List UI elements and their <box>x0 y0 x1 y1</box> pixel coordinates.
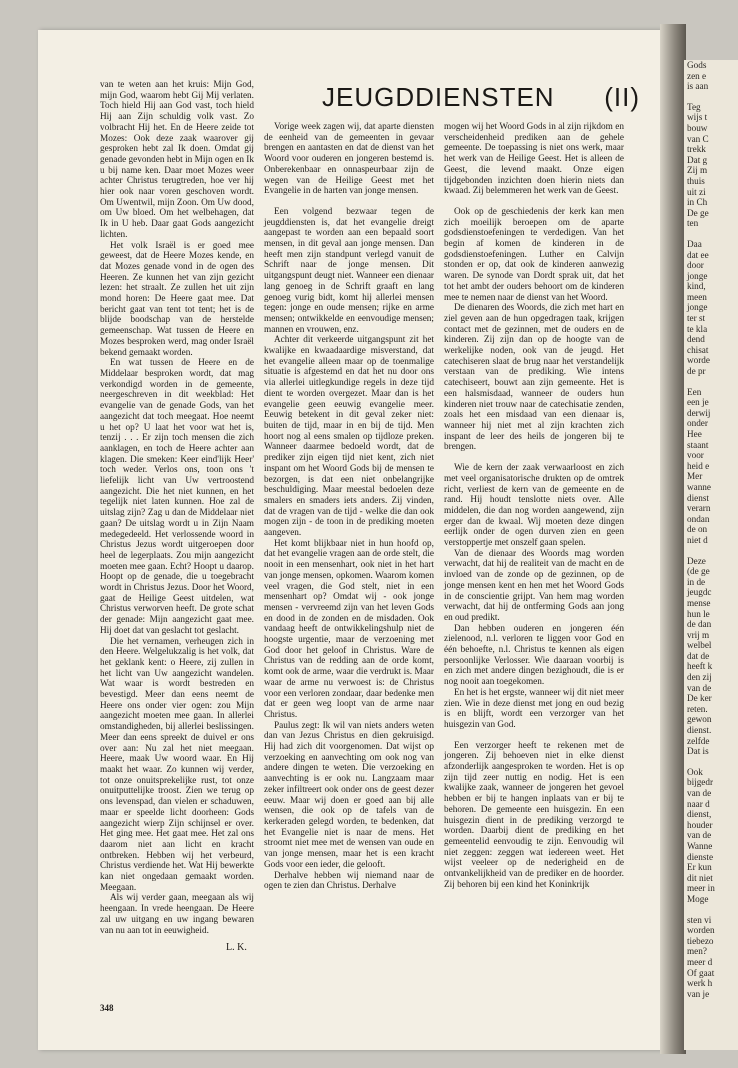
paragraph: Van de dienaar des Woords mag worden verwacht, dat hij de realiteit van de macht en de invloed van de zonde op de gezinnen, op de jonge mensen kent en hen met het Woord Gods in de conscientie grijpt. Van hem mag worden verwacht, dat hij de ontferming Gods aan jong en oud predikt. <box>444 548 624 623</box>
adjacent-line-fragment: worden <box>687 925 715 936</box>
adjacent-line-fragment: heeft k <box>687 661 713 672</box>
adjacent-line-fragment: werk h <box>687 978 713 989</box>
line-gap <box>684 546 738 556</box>
title-text: JEUGDDIENSTEN <box>322 82 555 112</box>
paragraph: En wat tussen de Heere en de Middelaar besproken wordt, dat mag verkondigd worden in de gemeente, neergeschreven in dit weekblad: Het evangelie van de genade Gods, van het aangezicht dat toch meegaat. Hoe neemt u het op? U laat het voor wat het is, tenzij . . . Er zijn toch mensen die zich aanklagen, en toch de Heere achter aan klagen. Die smeken: Keer eind'lijk Heer' toch weder. Verlos ons, toon ons 't liefelijk licht van Uw vertroostend aangezicht. Die het niet kunnen, en het tegelijk niet laten kunnen. Hoe zal de uitslag zijn? Zag u dan de Middelaar niet gaan? De uitslag wordt u in Zijn Naam medegedeeld. Het verlossende woord in Christus Jezus wordt uitgeroepen door heel de legerplaats. Zou mijn aangezicht moeten mee gaan. Echt? Hoopt u daarop. Hoopt op de genade, die u toegebracht wordt in Christus Jezus. Door het Woord, gaat de Heilige Geest uitdelen, wat Christus verworven heeft. De grote schat der genade: Mijn aangezicht gaat mee. Hij doet dat van geslacht tot geslacht. <box>100 358 254 636</box>
adjacent-line-fragment: Wanne <box>687 840 713 851</box>
adjacent-line-fragment: thuis <box>687 175 705 186</box>
adjacent-line-fragment: Teg <box>687 101 701 112</box>
adjacent-line-fragment: bouw <box>687 122 708 133</box>
author-signature: L. K. <box>226 942 247 953</box>
adjacent-line-fragment: van de <box>687 682 712 693</box>
line-gap <box>684 92 738 102</box>
adjacent-line-fragment: van de <box>687 830 712 841</box>
adjacent-line-fragment: in Ch <box>687 197 708 208</box>
paragraph: mogen wij het Woord Gods in al zijn rijkdom en verscheidenheid prediken aan de gehele gemeente. De toepassing is niet ons werk, maar het werk van de Heilige Geest. Het is alleen de Geest, die levend maakt. Onze eigen tijdgebonden inzichten doen hierin niets dan kwaad. Zij belemmeren het werk van de Geest. <box>444 122 624 197</box>
adjacent-line-fragment: niet d <box>687 534 708 545</box>
adjacent-line-fragment: ter st <box>687 313 706 324</box>
line-gap <box>684 905 738 915</box>
adjacent-line-fragment: den zij <box>687 672 712 683</box>
line-gap <box>684 229 738 239</box>
adjacent-line-fragment: bijgedr <box>687 777 714 788</box>
adjacent-line-fragment: trekk <box>687 144 706 155</box>
adjacent-line-fragment: van de <box>687 788 712 798</box>
paragraph: Vorige week zagen wij, dat aparte diensten de eenheid van de gemeenten in gevaar brengen en aantasten en dat de dienst van het Woord voor ouderen en jongeren bestemd is. Onberekenbaar en onnaspeurbaar zijn de wegen van de Heilige Geest met het Evangelie in de harten van jonge mensen. <box>264 122 434 197</box>
adjacent-line-fragment: verarn <box>687 503 711 514</box>
adjacent-line-fragment: dit niet <box>687 872 713 883</box>
adjacent-line-fragment: Een <box>687 386 702 397</box>
adjacent-line-fragment: jonge <box>687 302 708 313</box>
adjacent-line-fragment: tiebezo <box>687 935 714 946</box>
paragraph: Achter dit verkeerde uitgangspunt zit het kwalijke en kwaadaardige misverstand, dat het evangelie alleen maar op de toenmalige situatie is afgestemd en dat het nu door ons via allerlei uitlegkundige regels in deze tijd dient te worden overgezet. Maar dan is het evangelie geen eeuwig evangelie meer. Eeuwig betekent in dit geval zeker niet: buiten de tijd, maar in en bij de tijd. Men hoort nog al eens smalen op tijdloze preken. Wanneer daarmee bedoeld wordt, dat de prediker zijn eigen tijd niet kent, zich niet inspant om het Woord Gods bij de mensen te bezorgen, is dat een niet onbelangrijke beschuldiging. Maar meestal bedoelen deze smalers en smaders iets anders. Zij vinden, dat de vragen van de tijd - welke die dan ook mogen zijn - de toon in de prediking moeten aangeven. <box>264 335 434 539</box>
adjacent-line-fragment: reten. <box>687 703 708 714</box>
column-middle <box>264 122 434 892</box>
adjacent-line-fragment: naar d <box>687 798 710 809</box>
paragraph: Paulus zegt: Ik wil van niets anders weten dan van Jezus Christus en dien gekruisigd. Hij had zich dit voorgenomen. Dat wijst op verzoeking en aanvechting om ook nog van andere dingen te weten. Die verzoeking en aanvechting is er ook nu. Langzaam maar zeker infiltreert ook onder ons de geest dezer eeuw. Maar wij doen er goed aan bij alle wensen, die ook op de tafels van de kerkeraden gelegd worden, te bedenken, dat het Evangelie niet is naar de mens. Het stroomt niet mee met de wensen van oude en van jonge mensen, maar het is een kracht Gods voor een ieder, die gelooft. <box>264 720 434 870</box>
adjacent-page-fragment <box>684 60 738 1050</box>
adjacent-line-fragment: ten <box>687 218 699 229</box>
paragraph: Dan hebben ouderen en jongeren één zielenood, n.l. verloren te liggen voor God en één behoefte, n.l. Christus te kennen als eigen persoonlijke Verlosser. Wie daaraan voorbij is en zich met andere dingen bezighoudt, die is er nog nooit aan toegekomen. <box>444 623 624 688</box>
title-number: (II) <box>604 82 640 112</box>
adjacent-line-fragment: meer in <box>687 883 715 894</box>
adjacent-line-fragment: mense <box>687 597 711 608</box>
adjacent-line-fragment: men? <box>687 946 707 957</box>
adjacent-line-fragment: hun le <box>687 608 710 619</box>
adjacent-line-fragment: De ge <box>687 207 709 218</box>
adjacent-line-fragment: vrij m <box>687 629 710 640</box>
adjacent-line-fragment: van je <box>687 988 710 999</box>
adjacent-line-fragment: zen e <box>687 70 707 81</box>
adjacent-line-fragment: Hee <box>687 429 702 439</box>
article-title <box>322 82 640 116</box>
adjacent-line-fragment: de on <box>687 524 708 535</box>
book-gutter <box>660 24 686 1054</box>
paragraph: En het is het ergste, wanneer wij dit niet meer zien. Wie in deze dienst met jong en oud bezig is en blijft, wordt een verzorger van het huisgezin van God. <box>444 687 624 730</box>
adjacent-line-fragment: dend <box>687 334 705 345</box>
adjacent-line-fragment: jeugdc <box>687 587 712 598</box>
adjacent-line-fragment: gewon <box>687 714 712 725</box>
adjacent-line-fragment: Moge <box>687 893 709 904</box>
adjacent-line-fragment: Gods <box>687 60 707 70</box>
adjacent-line-fragment: chisat <box>687 344 709 355</box>
paragraph: Ook op de geschiedenis der kerk kan men zich moeilijk beroepen om de aparte godsdienstoefeningen te verdedigen. Van het begin af komen de kinderen in de godsdienstoefeningen. Luther en Calvijn stonden er op, dat ook de kinderen aanwezig waren. De synode van Dordt sprak uit, dat het tot het ambt der ouders behoort om de kinderen mee te nemen naar de dienst van het Woord. <box>444 206 624 303</box>
paragraph: Een verzorger heeft te rekenen met de jongeren. Zij behoeven niet in elke dienst afzonderlijk aangesproken te worden. Het is op zijn tijd zeer nuttig en nodig. Het is een kwalijke zaak, wanneer de jongeren het gevoel hebben er bij te hangen inplaats van er bij te behoren. De gemeente een huisgezin. En een huisgezin dient in de prediking verzorgd te worden. Daarbij dient de prediking en het gemeentelid eenvoudig te zijn. Eenvoudig wil niet zeggen: zeggen wat iedereen weet. Het wijst veeleer op de nederigheid en de ontvankelijkheid van de prediker en de hoorder. Zij behoren bij een kind het Koninkrijk <box>444 740 624 890</box>
adjacent-line-fragment: (de ge <box>687 566 710 577</box>
adjacent-line-fragment: Daa <box>687 238 702 249</box>
adjacent-line-fragment: houder <box>687 819 713 830</box>
adjacent-line-fragment: wanne <box>687 481 711 492</box>
adjacent-line-fragment: Dat is <box>687 746 709 757</box>
column-right <box>444 122 624 891</box>
adjacent-line-fragment: wijs t <box>687 112 708 123</box>
adjacent-line-fragment: meen <box>687 291 707 302</box>
adjacent-line-fragment: staant <box>687 439 709 450</box>
adjacent-line-fragment: de dan <box>687 619 712 630</box>
adjacent-line-fragment: welbel <box>687 640 712 651</box>
adjacent-line-fragment: uit zi <box>687 186 706 197</box>
paragraph: Als wij verder gaan, meegaan als wij heengaan. In vrede heengaan. De Heere zal uw uitgang en uw ingang bewaren van nu aan tot in eeuwigheid. <box>100 893 254 936</box>
adjacent-line-fragment: kind, <box>687 281 706 292</box>
adjacent-line-fragment: Of gaat <box>687 967 715 978</box>
adjacent-line-fragment: dienst. <box>687 725 712 736</box>
adjacent-line-fragment: dienst, <box>687 809 712 820</box>
adjacent-line-fragment: heid e <box>687 460 710 471</box>
adjacent-line-fragment: sten vi <box>687 914 712 925</box>
adjacent-line-fragment: derwij <box>687 407 711 418</box>
paragraph: van te weten aan het kruis: Mijn God, mijn God, waarom hebt Gij Mij verlaten. Toch hield Hij aan God vast, toch hield Hij aan Zijn schuldig volk vast. Zo volbracht Hij het. En de Heere zeide tot Mozes: Ook deze zaak waarover gij gesproken hebt zal Ik doen. Omdat gij genade gevonden hebt in Mijn ogen en Ik u bij name ken. Daar moet Mozes weer achter Christus terugtreden, hoe ver hij hier ook naar voren geschoven wordt. Om Uwentwil, mijn Zoon. Om Uw dood, om Uw bloed. Om het welbehagen, dat Ik in U heb. Daar gaat Gods aangezicht lichten. <box>100 80 254 240</box>
adjacent-line-fragment: door <box>687 260 704 271</box>
adjacent-line-fragment: meer d <box>687 956 713 967</box>
adjacent-line-fragment: Er kun <box>687 862 712 873</box>
line-gap <box>684 757 738 767</box>
adjacent-line-fragment: dienste <box>687 851 714 862</box>
adjacent-line-fragment: is aan <box>687 81 709 92</box>
adjacent-line-fragment: Ook <box>687 766 703 777</box>
paragraph: De dienaren des Woords, die zich met hart en ziel geven aan de hun opgedragen taak, krijgen contact met de gezinnen, met de ouders en de kinderen. Zij zijn dan op de hoogte van de werkelijke noden, ook van de jeugd. Het catechiseren slaat de brug naar het verstandelijk verstaan van de prediking. Wie intens catechiseert, bouwt aan zijn gemeente. Het is een halsmisdaad, wanneer de ouders hun kinderen niet trouw naar de catechisatie zenden, zoals het een misdaad van een dienaar is, wanneer hij niet met al zijn krachten zich inspant de leer des heils de jongeren bij te brengen. <box>444 303 624 453</box>
paragraph: Wie de kern der zaak verwaarloost en zich met veel organisatorische drukten op de omtrek richt, verliest de kern van de gemeente en de rand. Hij houdt tenslotte niets over. Alle middelen, die dan nog worden aangewend, zijn erger dan de kwaal. Wij moeten deze dingen eerlijk onder de ogen durven zien en geen verstoppertje met onszelf gaan spelen. <box>444 463 624 549</box>
adjacent-line-fragment: Deze <box>687 555 706 566</box>
adjacent-line-fragment: Zij m <box>687 165 708 176</box>
adjacent-line-fragment: dat de <box>687 650 710 661</box>
paragraph: Het volk Israël is er goed mee geweest, dat de Heere Mozes kende, en dat Mozes genade vond in de ogen des Heeren. Ze kunnen het van zijn gezicht lezen: het straalt. Ze zullen het uit zijn mond horen: De Heere gaat mee. Dat bericht gaat van tent tot tent; het is de blijde boodschap van de herstelde gemeenschap. Wat tussen de Heere en Mozes besproken werd, mag onder Israël bekend gemaakt worden. <box>100 240 254 358</box>
adjacent-line-fragment: een je <box>687 397 709 408</box>
paragraph: Een volgend bezwaar tegen de jeugddiensten is, dat het evangelie dreigt aangepast te worden aan een bepaald soort mensen, in dit geval aan jonge mensen. Dan heeft men zijn standpunt verlegd vanuit de Schrift naar de jonge mensen. Dit uitgangspunt deugt niet. Wanneer een dienaar lang genoeg in de Schrift graaft en lang genoeg vurig bidt, komt hij allerlei mensen tegen: jonge en oude mensen; rijke en arme mensen; ontwikkelde en eenvoudige mensen; mannen en vrouwen, enz. <box>264 206 434 335</box>
adjacent-line-fragment: De ker <box>687 693 712 704</box>
adjacent-line-fragment: dat ee <box>687 249 709 260</box>
adjacent-line-fragment: de pr <box>687 366 706 377</box>
adjacent-line-fragment: ondan <box>687 513 710 524</box>
adjacent-line-fragment: jonge <box>687 270 708 281</box>
paragraph: Het komt blijkbaar niet in hun hoofd op, dat het evangelie vragen aan de orde stelt, die nooit in een mensenhart, ook niet in het hart van jonge mensen, opkomen. Waarom komen veel vragen, die God stelt, niet in een mensenhart op? Omdat wij - ook jonge mensen - vervreemd zijn van het leven Gods en dood in de zonden en de misdaden. Ook vandaag heeft de ontwikkelingshulp niet de hoogste urgentie, maar de verzoening met God door het geloof in Christus. Ware de Christus van de redding aan de orde komt, komt ook de arme, waar die verdrukt is. Maar waar de arme nu verwoest is: de Christus voor een verloren zondaar, daar bedenke men dat er geen weg loopt van de arme naar Christus. <box>264 538 434 720</box>
adjacent-line-fragment: worde <box>687 355 710 366</box>
adjacent-line-fragment: te kla <box>687 323 708 334</box>
paragraph: Derhalve hebben wij niemand naar de ogen te zien dan Christus. Derhalve <box>264 870 434 892</box>
adjacent-line-fragment: zelfde <box>687 735 710 746</box>
adjacent-line-fragment: dienst <box>687 492 709 503</box>
adjacent-line-fragment: Mer <box>687 471 703 482</box>
line-gap <box>684 377 738 387</box>
page-number: 348 <box>100 1003 114 1013</box>
adjacent-line-fragment: van C <box>687 133 709 144</box>
paragraph: Die het vernamen, verheugen zich in den Heere. Welgelukzalig is het volk, dat het geklank kent: o Heere, zij zullen in het licht van Uw aangezicht wandelen. Wat waar is wordt bestreden en bevestigd. Meer dan eens neemt de Heere ons onder vier ogen: zou Mijn aangezicht moeten mee gaan. In allerlei omstandigheden, bij allerlei beslissingen. Meer dan eens spreekt de duivel er ons over aan: Nu zal het niet meegaan. Heere, maak Uw woord waar. En Hij maakt het waar. Zo kunnen wij verder, tot onze onuitsprekelijke rust, tot onze onuitputtelijke troost. Zien we terug op ons levenspad, dan vielen er schaduwen, maar er speelde licht doorheen: Gods aangezicht wierp Zijn schijnsel er over. Het ging mee. Het gaat mee. Het zal ons daarom niet aan licht en kracht ontbreken. Hebben wij het verbeurd, Christus verdiende het. Wat Hij bewerkte kan niet ongedaan gemaakt worden. Meegaan. <box>100 636 254 893</box>
column-left <box>100 80 254 936</box>
adjacent-line-fragment: voor <box>687 450 704 461</box>
adjacent-line-fragment: Dat g <box>687 154 708 165</box>
adjacent-line-fragment: in de <box>687 576 706 587</box>
adjacent-line-fragment: onder <box>687 418 708 429</box>
